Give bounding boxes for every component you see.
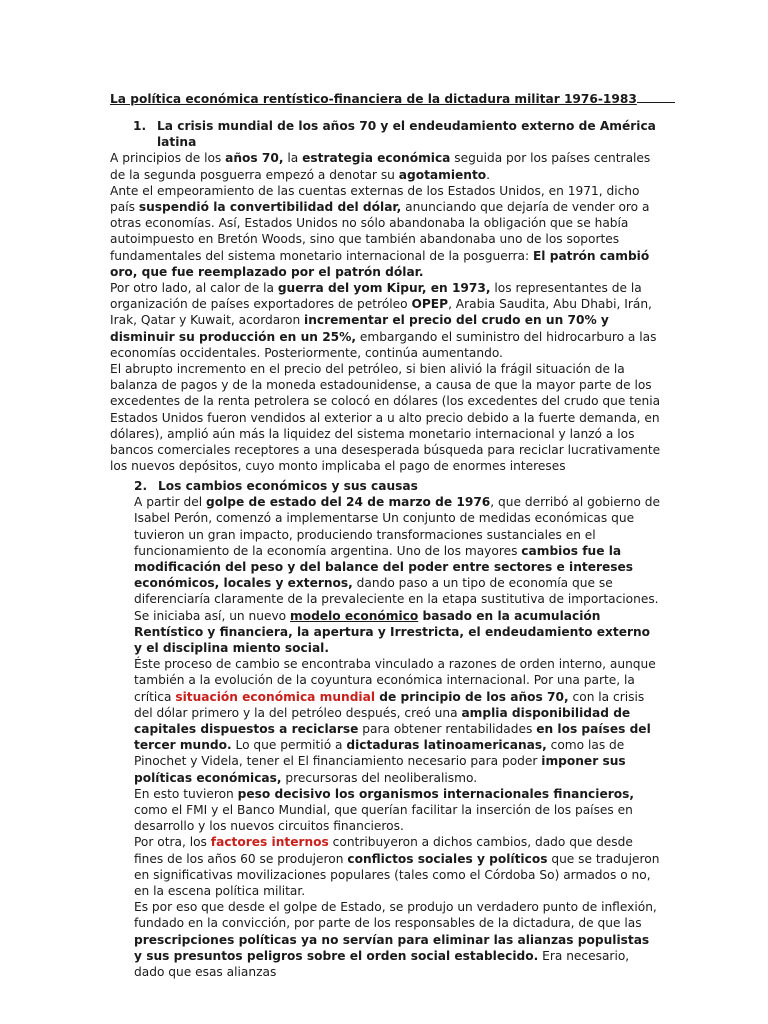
section-1-heading [110, 118, 666, 150]
text-run: dando paso a un tipo de economía que se diferenciaría claramente de la prevaleciente en la etapa sustitutiva de importaciones. Se iniciaba así, un nuevo [134, 576, 659, 623]
bold-text: OPEP [411, 297, 449, 312]
bold-text: prescripciones políticas ya no servían para eliminar las alianzas populistas y sus presuntos peligros sobre el orden social establecido. [134, 932, 650, 963]
section-1-heading-text: La crisis mundial de los años 70 y el endeudamiento externo de América latina [157, 119, 656, 150]
section-2-heading [134, 478, 660, 494]
text-run: seguida por los países centrales de la segunda posguerra empezó a denotar su [110, 151, 651, 182]
text-run: contribuyeron a dichos cambios, dado que desde fines de los años 60 se produjeron [134, 835, 633, 866]
paragraph [110, 183, 666, 280]
bold-text: en los países del tercer mundo. [134, 722, 651, 753]
paragraph [134, 494, 660, 656]
text-run: anunciando que dejaría de vender oro a otras economías. Así, Estados Unidos no sólo abandonaba la obligación que se había autoimpuesto en Bretón Woods, sino que también abandonaba uno de los soportes fundamentales del sistema monetario internacional de la posguerra: [110, 200, 650, 263]
text-run: Es por eso que desde el golpe de Estado, se produjo un verdadero punto de inflexión, fundado en la convicción, por parte de los responsables de la dictadura, de que las [134, 900, 657, 931]
text-run: para obtener rentabilidades [358, 722, 537, 737]
paragraph [110, 280, 666, 361]
bold-text: de principio de los años 70, [375, 689, 569, 704]
text-run: El abrupto incremento en el precio del petróleo, si bien alivió la frágil situación de la balanza de pagos y de la moneda estadounidense, a causa de que la mayor parte de los excedentes de la renta petrolera se colocó en dólares (los excedentes del crudo que tenia Estados Unidos fueron vendidos al exterior a u alto precio debido a la fuerte demanda, en dólares), amplió aún más la liquidez del sistema monetario internacional y lanzó a los bancos comerciales receptores a una desesperada búsqueda para reciclar lucrativamente los nuevos depósitos, cuyo monto implicaba el pago de enormes intereses [110, 362, 661, 474]
bold-text: basado en la acumulación Rentístico y financiera, la apertura y Irrestricta, el endeudamiento externo y el disciplina miento social. [134, 608, 651, 656]
text-run: como las de Pinochet y Videla, tener el El financiamiento necesario para poder [134, 738, 625, 769]
highlight-text: factores internos [210, 835, 329, 850]
paragraph [134, 899, 660, 980]
section-2 [134, 478, 660, 980]
text-run: A partir del [134, 495, 206, 510]
paragraph [110, 361, 666, 474]
bold-text: guerra del yom Kipur, en 1973, [277, 281, 491, 296]
section-1-number: 1. [133, 119, 147, 133]
paragraph [134, 656, 660, 786]
text-run: que se tradujeron en significativas movilizaciones populares (tales como el Córdoba So) armados o no, en la escena política militar. [134, 851, 660, 899]
text-run: Éste proceso de cambio se encontraba vinculado a razones de orden interno, aunque también a la evolución de la coyuntura económica internacional. Por una parte, la crítica [134, 657, 656, 704]
text-run: Por otro lado, al calor de la [110, 281, 278, 296]
text-run: Ante el empeoramiento de las cuentas externas de los Estados Unidos, en 1971, dicho país [110, 183, 640, 215]
document-title: La política económica rentístico-financiera de la dictadura militar 1976-1983 [110, 89, 675, 107]
text-run: A principios de los [110, 151, 226, 166]
bold-text: golpe de estado del 24 de marzo de 1976 [205, 495, 491, 510]
underlined-text: modelo económico [290, 608, 419, 623]
section-1 [110, 118, 666, 474]
text-run: la [283, 151, 303, 166]
bold-text: dictaduras latinoamericanas, [346, 738, 547, 753]
text-run: embargando el suministro del hidrocarburo a las economías occidentales. Posteriormente, continúa aumentando. [110, 329, 657, 360]
bold-text: peso decisivo los organismos internacionales financieros, [237, 786, 634, 801]
bold-text: imponer sus políticas económicas, [134, 754, 626, 785]
text-run: con la crisis del dólar primero y la del petróleo después, creó una [134, 689, 645, 720]
text-run: precursoras del neoliberalismo. [281, 770, 478, 785]
bold-text: años 70, [225, 151, 284, 166]
paragraph [134, 786, 660, 835]
text-run: , que derribó al gobierno de Isabel Perón, comenzó a implementarse Un conjunto de medidas económicas que tuvieron un gran impacto, produciendo transformaciones sustanciales en el funcionamiento de la economía argentina. Uno de los mayores [134, 495, 660, 558]
bold-text: suspendió la convertibilidad del dólar, [138, 200, 402, 215]
text-run: los representantes de la organización de países exportadores de petróleo [110, 281, 642, 312]
highlight-text: situación económica mundial [175, 689, 376, 704]
bold-text: incrementar el precio del crudo en un 70% y disminuir su producción en un 25%, [110, 313, 609, 344]
text-run: . [486, 167, 491, 182]
text-run: Lo que permitió a [231, 738, 347, 753]
section-2-number: 2. [134, 479, 148, 493]
text-run: En esto tuvieron [134, 786, 238, 801]
bold-text: El patrón cambió oro, que fue reemplazado por el patrón dólar. [110, 248, 650, 279]
bold-text: estrategia económica [302, 151, 451, 166]
text-run: Era necesario, dado que esas alianzas [134, 948, 630, 980]
bold-text: agotamiento [398, 167, 487, 182]
paragraph [134, 834, 660, 899]
bold-text: cambios fue la modificación del peso y del balance del poder entre sectores e intereses económicos, locales y externos, [134, 543, 634, 591]
text-run: como el FMI y el Banco Mundial, que querían facilitar la inserción de los países en desarrollo y los nuevos circuitos financieros. [134, 803, 633, 834]
paragraph [110, 150, 666, 182]
text-run: , Arabia Saudita, Abu Dhabi, Irán, Irak, Qatar y Kuwait, acordaron [110, 297, 652, 328]
bold-text: conflictos sociales y políticos [347, 851, 548, 866]
bold-text: amplia disponibilidad de capitales dispuestos a reciclarse [134, 705, 631, 737]
section-2-heading-text: Los cambios económicos y sus causas [158, 479, 418, 493]
title-underline-trail [637, 89, 675, 103]
text-run: Por otra, los [134, 835, 211, 850]
